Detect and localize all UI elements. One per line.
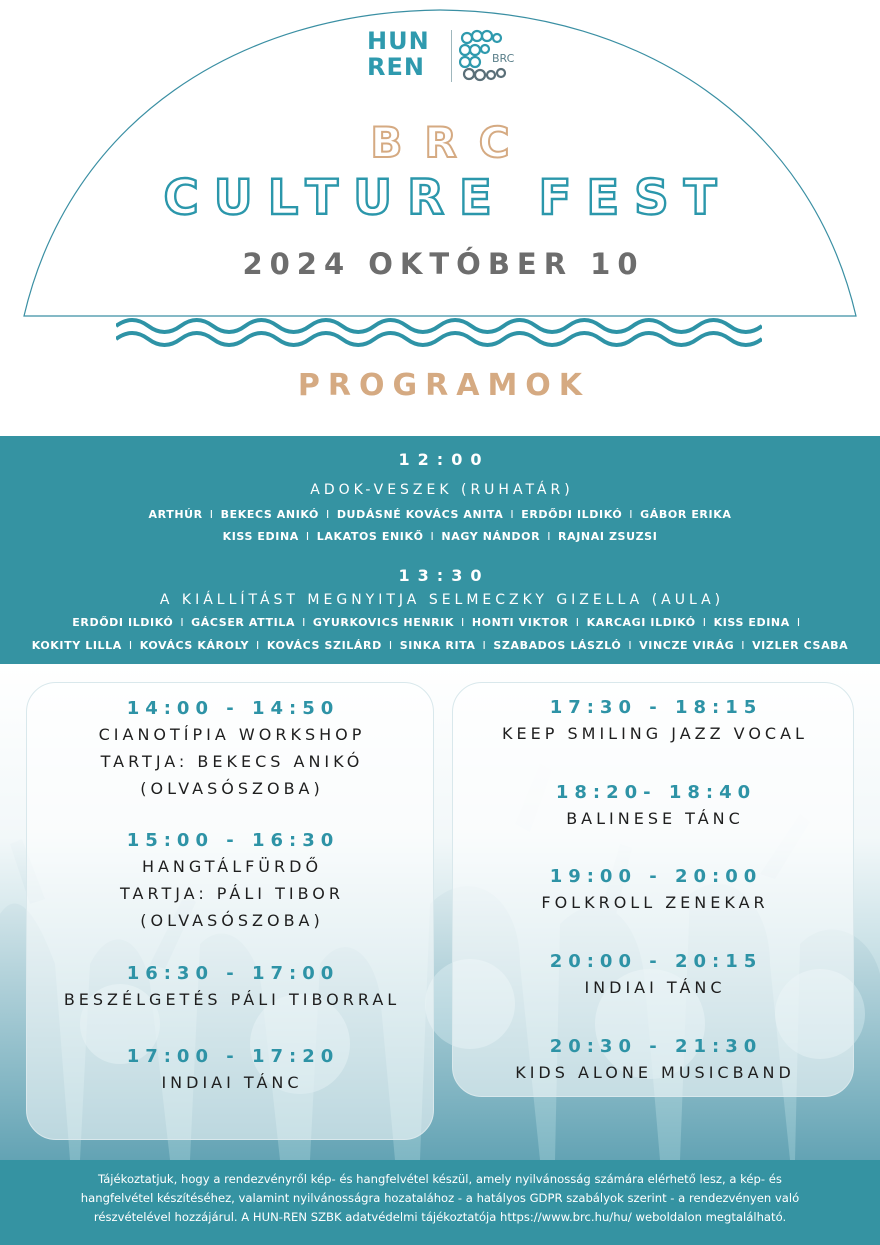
event-time: 18:20- 18:40	[555, 782, 757, 803]
gdpr-notice	[0, 1160, 880, 1245]
participant-name: VINCZE VIRÁG	[639, 639, 735, 652]
name-separator: I	[575, 616, 580, 629]
event-date: 2024 OKTÓBER 10	[242, 247, 645, 281]
event-time: 17:30 - 18:15	[549, 697, 763, 718]
participant-name: KOKITY LILLA	[31, 639, 122, 652]
event-time: 14:00 - 14:50	[126, 698, 340, 719]
participant-name: ERDŐDI ILDIKÓ	[72, 616, 174, 629]
event-line: TARTJA: PÁLI TIBOR	[120, 884, 344, 903]
participant-name: ERDŐDI ILDIKÓ	[521, 508, 623, 521]
event-item	[27, 1045, 433, 1096]
title-brc: BRC	[370, 118, 532, 167]
participant-name: KOVÁCS SZILÁRD	[266, 639, 382, 652]
band-title-1: ADOK-VESZEK (RUHATÁR)	[310, 482, 574, 498]
logo-divider	[451, 30, 452, 82]
name-separator: I	[305, 530, 310, 543]
name-separator: I	[180, 616, 185, 629]
gdpr-line-2: hangfelvétel készítéséhez, valamint nyilvánosságra hozatalához - a hatályos GDPR szabályok szerint - a rendezvényen való	[80, 1191, 800, 1205]
event-line: KIDS ALONE MUSICBAND	[515, 1063, 795, 1082]
band-names-2b	[0, 639, 880, 652]
participant-name: SZABADOS LÁSZLÓ	[493, 639, 622, 652]
participant-name: LAKATOS ENIKŐ	[316, 530, 424, 543]
schedule-card-left	[26, 682, 434, 1140]
event-line: BESZÉLGETÉS PÁLI TIBORRAL	[63, 990, 401, 1009]
gdpr-line-3: részvételével hozzájárul. A HUN-REN SZBK adatvédelmi tájékoztatója https://www.brc.hu/hu/ weboldalon megtalálható.	[93, 1210, 787, 1224]
participant-name: DUDÁSNÉ KOVÁCS ANITA	[336, 508, 504, 521]
event-time: 17:00 - 17:20	[126, 1046, 340, 1067]
name-separator: I	[128, 639, 133, 652]
event-time: 15:00 - 16:30	[126, 830, 340, 851]
event-item	[453, 696, 853, 747]
name-separator: I	[629, 508, 634, 521]
event-time: 20:00 - 20:15	[549, 951, 763, 972]
participant-name: ARTHÚR	[148, 508, 203, 521]
band-time-2: 13:30	[398, 566, 490, 585]
event-line: INDIAI TÁNC	[584, 978, 726, 997]
event-time: 20:30 - 21:30	[549, 1036, 763, 1057]
event-line: BALINESE TÁNC	[566, 809, 744, 828]
participant-name: KISS EDINA	[222, 530, 299, 543]
name-separator: I	[547, 530, 552, 543]
wave-divider	[116, 312, 762, 350]
schedule-area	[0, 664, 880, 1160]
name-separator: I	[302, 616, 306, 629]
name-separator: I	[628, 639, 633, 652]
event-line: (OLVASÓSZOBA)	[140, 779, 324, 798]
event-line: TARTJA: BEKECS ANIKÓ	[100, 752, 364, 771]
name-separator: I	[702, 616, 707, 629]
brc-logo-text: BRC	[492, 52, 515, 65]
band-names-1b	[0, 530, 880, 543]
event-line: KEEP SMILING JAZZ VOCAL	[502, 724, 808, 743]
participant-name: VIZLER CSABA	[752, 639, 849, 652]
event-item	[27, 962, 433, 1013]
event-line: (OLVASÓSZOBA)	[140, 911, 324, 930]
name-separator: I	[461, 616, 465, 629]
logo-line-hun: HUN	[367, 27, 430, 55]
name-separator: I	[796, 616, 801, 629]
title-culture-fest: CULTURE FEST	[163, 170, 732, 226]
event-item	[453, 1035, 853, 1086]
event-line: INDIAI TÁNC	[161, 1073, 303, 1092]
participant-name: KOVÁCS KÁROLY	[139, 639, 250, 652]
participant-name: BEKECS ANIKÓ	[220, 508, 319, 521]
event-item	[453, 865, 853, 916]
participant-name: SINKA RITA	[399, 639, 476, 652]
poster-header	[0, 0, 880, 435]
event-item	[27, 697, 433, 802]
name-separator: I	[741, 639, 746, 652]
event-line: HANGTÁLFÜRDŐ	[141, 857, 323, 876]
event-time: 19:00 - 20:00	[549, 866, 763, 887]
participant-name: GÁCSER ATTILA	[191, 616, 296, 629]
participant-name: GÁBOR ERIKA	[640, 508, 732, 521]
event-item	[453, 781, 853, 832]
name-separator: I	[388, 639, 393, 652]
band-names-1a	[0, 508, 880, 521]
name-separator: I	[209, 508, 214, 521]
schedule-card-right	[452, 682, 854, 1097]
event-item	[27, 829, 433, 934]
band-title-2: A KIÁLLÍTÁST MEGNYITJA SELMECZKY GIZELLA (AULA)	[159, 592, 725, 608]
participant-name: KISS EDINA	[713, 616, 790, 629]
name-separator: I	[510, 508, 515, 521]
band-time-1: 12:00	[398, 450, 490, 469]
name-separator: I	[482, 639, 487, 652]
participant-name: NAGY NÁNDOR	[441, 530, 541, 543]
logo-line-ren: REN	[367, 53, 425, 81]
participant-name: RAJNAI ZSUZSI	[558, 530, 658, 543]
name-separator: I	[256, 639, 260, 652]
participant-name: HONTI VIKTOR	[471, 616, 569, 629]
band-names-2a	[0, 616, 880, 629]
event-time: 16:30 - 17:00	[126, 963, 340, 984]
event-line: CIANOTÍPIA WORKSHOP	[98, 725, 366, 744]
gdpr-line-1: Tájékoztatjuk, hogy a rendezvényről kép- és hangfelvétel készül, amely nyilvánosság számára elérhető lesz, a kép- és	[98, 1172, 782, 1186]
section-title-programok: PROGRAMOK	[297, 368, 591, 403]
hun-ren-logo	[367, 28, 442, 80]
event-line: FOLKROLL ZENEKAR	[541, 893, 769, 912]
participant-name: KARCAGI ILDIKÓ	[586, 616, 696, 629]
participant-name: GYURKOVICS HENRIK	[312, 616, 455, 629]
event-item	[453, 950, 853, 1001]
opening-program-band	[0, 436, 880, 664]
name-separator: I	[430, 530, 435, 543]
name-separator: I	[325, 508, 330, 521]
